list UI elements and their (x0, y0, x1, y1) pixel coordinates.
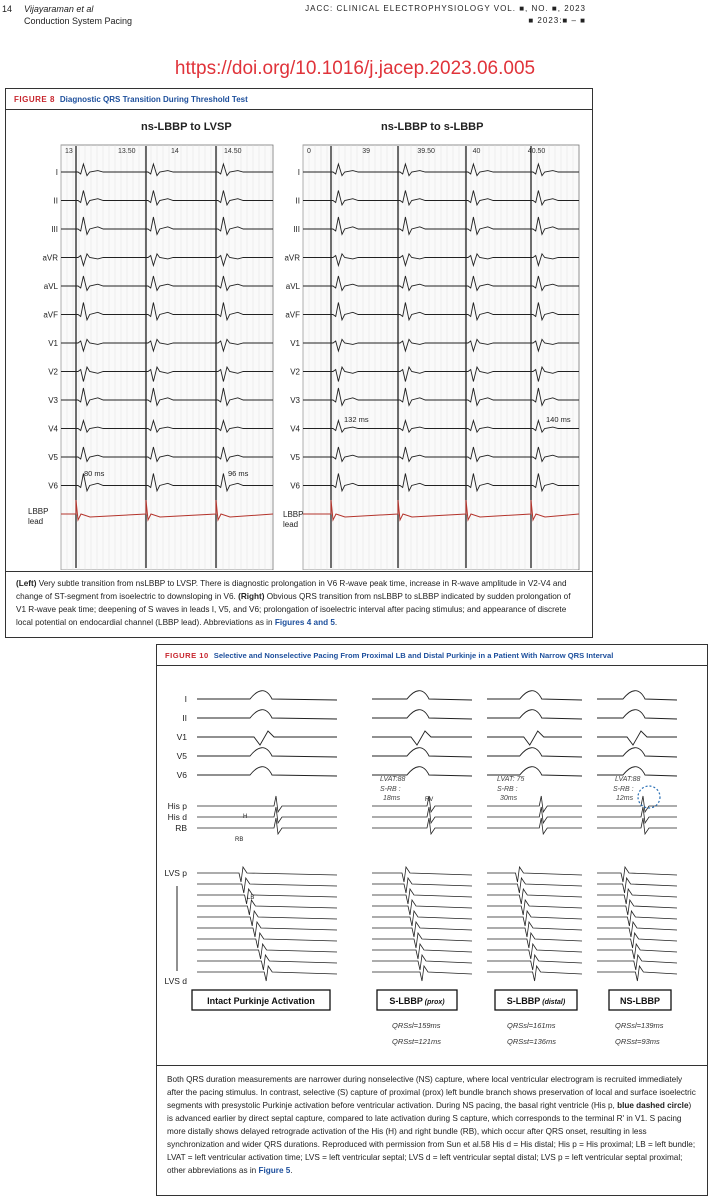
his-trace (597, 818, 677, 834)
surface-trace (597, 710, 677, 719)
time-tick-label: 39.50 (417, 148, 435, 155)
lead-label-left-v5: V5 (48, 453, 58, 462)
surface-trace (487, 710, 582, 719)
lead-label-left-ii: II (53, 196, 58, 206)
qrs-st-value: QRSst=93ms (615, 1037, 660, 1046)
doi-link[interactable]: https://doi.org/10.1016/j.jacep.2023.06.005 (174, 58, 536, 79)
lead-label-right-v3: V3 (290, 396, 300, 405)
lvs-trace (197, 889, 337, 904)
surface-trace (487, 691, 582, 700)
lvs-trace (487, 867, 582, 882)
his-lead-label: His p (167, 801, 187, 811)
marker-label: RV (425, 797, 434, 803)
srb-annotation: 30ms (500, 795, 518, 802)
his-lead-label: His d (167, 812, 187, 822)
figure-8-caption: (Left) Very subtle transition from nsLBBP to LVSP. There is diagnostic prolongation in V6 R-wave peak time, increase in R-wave amplitude in V2-V4 and change of ST-segment from isoelectric to downsloping in V6. (Right) Obvious QRS transition from nsLBBP to sLBBP indicated by sudden prolongation of V1 R-wave peak time; deepening of S waves in leads I, V5, and V6; prolongation of isoelectric interval after pacing stimulus; and appearance of discrete local potential on endocardial channel (LBBP lead). Abbreviations as in Figures 4 and 5. (16, 579, 571, 627)
lead-label-right-i: I (297, 168, 300, 177)
lvat-annotation: LVAT:88 (615, 776, 641, 783)
lead-label-right-avl: aVL (285, 282, 300, 291)
surface-trace (372, 731, 472, 745)
panel-label: NS-LBBP (620, 996, 660, 1006)
figure-10-egm-panel (157, 666, 707, 1064)
authors: Vijayaraman et al (24, 4, 94, 14)
surface-lead-label: V1 (176, 732, 187, 742)
his-trace (597, 807, 677, 823)
lvs-label: LVS p (164, 868, 187, 878)
his-trace (372, 807, 472, 823)
his-trace (197, 796, 337, 812)
lvat-annotation: LVAT:88 (380, 776, 406, 783)
qrs-st-value: QRSst=136ms (507, 1037, 556, 1046)
measurement-label: 132 ms (344, 415, 369, 424)
qrs-sl-value: QRSsl=161ms (507, 1021, 556, 1030)
lead-label-right-v4: V4 (290, 424, 300, 434)
lead-label-right-ii: II (295, 196, 300, 206)
lvs-trace (487, 900, 582, 915)
lvs-trace (487, 966, 582, 981)
lvs-trace (597, 878, 677, 893)
srb-annotation: 18ms (383, 795, 401, 802)
figure-ref-link[interactable]: Figures 4 and 5 (274, 618, 335, 627)
right-panel-title: ns-LBBP to s-LBBP (381, 121, 484, 133)
time-tick-label: 13 (65, 148, 73, 155)
figure-8 (5, 88, 593, 638)
his-trace (487, 818, 582, 834)
surface-trace (197, 691, 337, 700)
figure-ref-link[interactable]: Figure 5 (258, 1166, 291, 1175)
srb-annotation: S-RB : (497, 786, 518, 793)
time-tick-label: 40 (472, 148, 481, 155)
page-number: 14 (2, 4, 13, 14)
lead-label-left-v1: V1 (48, 339, 58, 348)
lvs-trace (197, 955, 337, 970)
time-tick-label: 13.50 (118, 148, 136, 155)
lbbp-label: LBBP (283, 510, 304, 519)
surface-lead-label: II (182, 713, 187, 723)
marker-label: LB (247, 895, 255, 901)
surface-trace (197, 748, 337, 757)
surface-lead-label: I (184, 694, 187, 704)
surface-trace (597, 767, 677, 776)
lvs-trace (372, 933, 472, 948)
lead-label-left-avf: aVF (43, 310, 58, 320)
marker-label: H (243, 814, 248, 820)
lead-label-left-v4: V4 (48, 424, 58, 434)
lvs-trace (197, 922, 337, 937)
lvs-trace (372, 966, 472, 981)
lvs-trace (372, 922, 472, 937)
panel-label: S-LBBP (prox) (389, 996, 445, 1006)
surface-trace (597, 748, 677, 757)
marker-label: RB (235, 837, 244, 843)
time-tick-label: 39 (362, 148, 370, 155)
measurement-label: 96 ms (228, 469, 249, 478)
issue-date: ■ 2023:■ – ■ (528, 16, 586, 25)
lvs-trace (487, 911, 582, 926)
his-lead-label: RB (175, 823, 187, 833)
surface-trace (197, 710, 337, 719)
srb-annotation: S-RB : (613, 786, 634, 793)
panel-label: S-LBBP (distal) (506, 996, 566, 1006)
lead-label-left-v2: V2 (48, 367, 58, 377)
his-trace (372, 818, 472, 834)
surface-trace (487, 767, 582, 776)
lead-label-right-v6: V6 (290, 481, 300, 491)
time-tick-label: 14 (171, 148, 179, 155)
lead-label-right-iii: III (293, 225, 300, 234)
left-panel-title: ns-LBBP to LVSP (141, 121, 232, 133)
lvs-trace (372, 889, 472, 904)
lvs-trace (372, 900, 472, 915)
lvs-trace (487, 922, 582, 937)
measurement-label: 140 ms (546, 415, 571, 424)
lvs-trace (487, 889, 582, 904)
lvs-trace (197, 900, 337, 915)
figure-10-label: FIGURE 10 (165, 651, 209, 660)
qrs-sl-value: QRSsl=139ms (615, 1021, 664, 1030)
surface-lead-label: V6 (176, 770, 187, 780)
lvs-trace (372, 867, 472, 882)
lead-label-left-avr: aVR (42, 253, 58, 263)
lvs-trace (372, 878, 472, 893)
time-tick-label: 40.50 (527, 148, 546, 155)
surface-trace (597, 731, 677, 745)
lvs-trace (597, 911, 677, 926)
qrs-sl-value: QRSsl=159ms (392, 1021, 441, 1030)
srb-annotation: 12ms (616, 795, 634, 802)
surface-trace (197, 731, 337, 745)
his-trace (197, 818, 337, 834)
lvs-trace (197, 966, 337, 981)
qrs-st-value: QRSst=121ms (392, 1037, 441, 1046)
his-trace (597, 796, 677, 812)
figure-10-caption: Both QRS duration measurements are narrower during nonselective (NS) capture, where local ventricular electrogram is recruited immediately after the pacing stimulus. In contrast, selective (S) capture of proximal (prox) left bundle branch shows preservation of local and surface isoelectric segments with presystolic Purkinje activation before ventricular activation. During NS pacing, the basal right ventricle (His p, blue dashed circle) is advanced earlier by direct septal capture, compared to late activation during S capture, which corresponds to the terminal R' in V1. S pacing more distally shows delayed retrograde activation of the His (H) and right bundle (RB), which occur after QRS onset, resulting in less synchronization and wider QRS durations. Reproduced with permission from Sun et al.58 His d = His distal; His p = His proximal; LB = left bundle; LVAT = left ventricular activation time; LVS = left ventricular septal; LVS d = left ventricular septal distal; LVS p = left ventricular septal proximal; other abbreviations as in Figure 5. (167, 1075, 696, 1175)
lead-label-left-i: I (55, 168, 58, 177)
surface-trace (597, 691, 677, 700)
lvs-trace (372, 911, 472, 926)
lead-label-left-iii: III (51, 225, 58, 234)
lvs-trace (597, 944, 677, 959)
surface-lead-label: V5 (176, 751, 187, 761)
lvs-trace (197, 933, 337, 948)
lvs-trace (487, 878, 582, 893)
lvs-trace (197, 867, 337, 882)
srb-annotation: S-RB : (380, 786, 401, 793)
lbbp-label: LBBP (28, 507, 49, 516)
running-header-right (305, 3, 586, 27)
figure-8-ecg-panel (6, 110, 592, 570)
lvs-trace (372, 955, 472, 970)
lead-label-right-v5: V5 (290, 453, 300, 462)
surface-trace (487, 731, 582, 745)
lead-label-right-v1: V1 (290, 339, 300, 348)
his-trace (487, 807, 582, 823)
surface-trace (372, 767, 472, 776)
time-tick-label: 14.50 (224, 148, 242, 155)
surface-trace (372, 748, 472, 757)
lead-label-left-v6: V6 (48, 481, 58, 491)
his-trace (197, 807, 337, 823)
blue-dashed-circle (638, 786, 660, 808)
time-tick-label: 0 (307, 148, 311, 155)
lvs-trace (597, 867, 677, 882)
figure-10 (156, 644, 708, 1196)
lvs-trace (597, 966, 677, 981)
surface-trace (372, 691, 472, 700)
lvs-trace (197, 911, 337, 926)
lvs-trace (197, 878, 337, 893)
figure-8-title: FIGURE 8 Diagnostic QRS Transition During Threshold Test (14, 95, 248, 104)
panel-label: Intact Purkinje Activation (207, 996, 315, 1006)
lvs-trace (487, 955, 582, 970)
lead-label-right-avf: aVF (285, 310, 300, 320)
lvs-trace (597, 889, 677, 904)
lvs-trace (597, 900, 677, 915)
surface-trace (487, 748, 582, 757)
surface-trace (372, 710, 472, 719)
lead-label-left-v3: V3 (48, 396, 58, 405)
lbbp-label: lead (28, 517, 44, 526)
lvs-label: LVS d (164, 976, 187, 986)
figure-10-title: FIGURE 10 Selective and Nonselective Pacing From Proximal LB and Distal Purkinje in a Patient With Narrow QRS Interval (165, 651, 614, 660)
lbbp-label: lead (283, 520, 299, 529)
lvs-trace (597, 922, 677, 937)
surface-trace (197, 767, 337, 776)
lvat-annotation: LVAT: 75 (497, 776, 525, 783)
lead-label-left-avl: aVL (43, 282, 58, 291)
measurement-label: 80 ms (84, 469, 105, 478)
lead-label-right-v2: V2 (290, 367, 300, 377)
lvs-trace (487, 933, 582, 948)
lead-label-right-avr: aVR (284, 253, 300, 263)
short-title: Conduction System Pacing (24, 16, 133, 26)
running-header-left (2, 3, 132, 27)
journal-info: JACC: CLINICAL ELECTROPHYSIOLOGY VOL. ■, NO. ■, 2023 (305, 4, 586, 13)
figure-8-label: FIGURE 8 (14, 95, 55, 104)
lvs-trace (597, 955, 677, 970)
